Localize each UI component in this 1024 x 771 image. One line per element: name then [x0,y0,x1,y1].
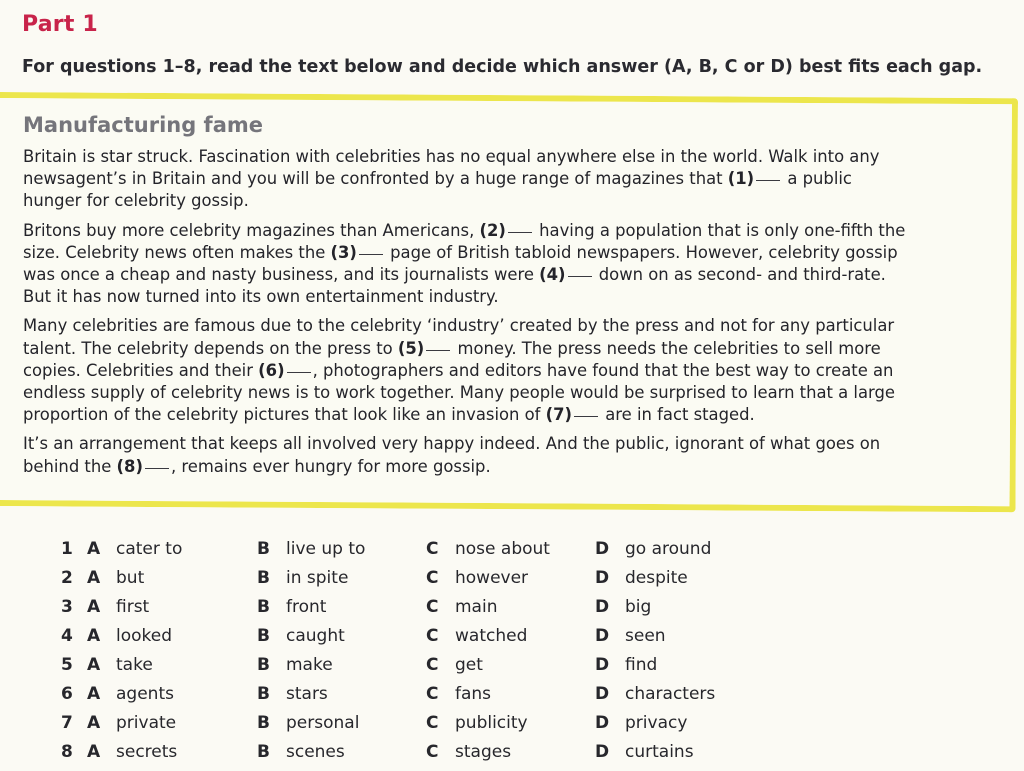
option-text[interactable]: front [286,597,327,617]
passage-text: copies. Celebrities and their [23,360,259,380]
passage [23,146,923,485]
passage-text: hunger for celebrity gossip. [23,191,249,211]
option-text[interactable]: looked [116,626,173,646]
question-number: 5 [61,655,73,675]
paragraph [23,220,923,309]
option-text[interactable]: cater to [116,539,183,559]
passage-text: , photographers and editors have found that the best way to create an [312,360,894,380]
question-row [0,568,1024,597]
option-text[interactable]: find [625,655,658,675]
passage-text: proportion of the celebrity pictures that look like an invasion of [23,405,546,425]
option-letter[interactable]: C [426,626,439,646]
gap-blank[interactable] [574,416,598,417]
option-text[interactable]: main [455,597,498,617]
option-text[interactable]: publicity [455,713,528,733]
question-number: 2 [61,568,73,588]
option-letter[interactable]: C [426,713,439,733]
passage-line [23,220,923,242]
gap-number: (2) [479,220,506,240]
passage-text: Many celebrities are famous due to the celebrity ‘industry’ created by the press and not for any particular [23,316,895,336]
option-letter[interactable]: D [595,626,610,646]
gap-blank[interactable] [145,468,169,469]
passage-line [23,338,923,360]
passage-text: down on as second- and third-rate. [593,265,886,285]
option-letter[interactable]: B [257,655,270,675]
question-row [0,684,1024,713]
option-text[interactable]: scenes [286,742,345,762]
option-letter[interactable]: D [595,684,610,704]
passage-text: page of British tabloid newspapers. However, celebrity gossip [384,242,898,262]
passage-text: a public [782,169,852,189]
option-text[interactable]: in spite [286,568,349,588]
passage-text: size. Celebrity news often makes the [23,242,331,262]
passage-line [23,382,923,404]
option-letter[interactable]: B [257,713,270,733]
option-letter[interactable]: B [257,742,270,762]
option-letter[interactable]: B [257,597,270,617]
option-letter[interactable]: B [257,684,270,704]
gap-number: (5) [397,338,425,358]
gap-number: (7) [545,405,573,425]
gap-number: (4) [539,265,566,285]
question-row [0,713,1024,742]
paragraph [23,433,923,477]
option-letter[interactable]: A [87,539,101,559]
option-letter[interactable]: A [87,568,101,588]
option-letter[interactable]: D [595,655,610,675]
option-letter[interactable]: B [257,568,270,588]
option-letter[interactable]: C [426,597,439,617]
option-letter[interactable]: C [426,684,439,704]
question-number: 3 [61,597,73,617]
passage-line [23,286,923,308]
option-text[interactable]: live up to [286,539,366,559]
passage-line [23,190,923,212]
option-letter[interactable]: C [426,539,439,559]
option-text[interactable]: privacy [625,713,688,733]
option-letter[interactable]: A [87,597,101,617]
passage-text: Britain is star struck. Fascination with celebrities has no equal anywhere else in the world. Walk into any [23,147,880,166]
option-text[interactable]: despite [625,568,688,588]
passage-text: It’s an arrangement that keeps all involved very happy indeed. And the public, ignorant of what goes on [23,434,881,454]
passage-text: was once a cheap and nasty business, and its journalists were [23,265,540,285]
option-text[interactable]: go around [625,539,712,559]
option-text[interactable]: stages [455,742,512,762]
gap-blank[interactable] [287,372,311,373]
option-text[interactable]: characters [625,684,716,704]
option-letter[interactable]: D [595,597,610,617]
passage-line [23,242,923,264]
question-number: 8 [61,742,73,762]
passage-text: having a population that is only one-fifth the [533,220,906,240]
paragraph [23,146,923,213]
option-text[interactable]: secrets [116,742,178,762]
question-row [0,597,1024,626]
passage-line [23,168,923,190]
question-number: 6 [61,684,73,704]
text-heading: Manufacturing fame [23,113,263,137]
passage-line [23,456,923,478]
passage-line [23,360,923,382]
gap-blank[interactable] [756,180,780,181]
gap-blank[interactable] [508,232,532,233]
option-text[interactable]: fans [455,684,492,704]
option-letter[interactable]: A [87,655,101,675]
passage-text: newsagent’s in Britain and you will be confronted by a huge range of magazines that [23,169,728,189]
option-text[interactable]: agents [116,684,174,704]
passage-text: behind the [23,456,117,476]
passage-text: are in fact staged. [600,405,755,425]
option-text[interactable]: personal [286,713,360,733]
passage-line [23,315,923,337]
question-row [0,655,1024,684]
passage-line [23,433,923,455]
question-number: 7 [61,713,73,733]
gap-number: (8) [116,456,143,476]
option-text[interactable]: stars [286,684,328,704]
question-number: 1 [61,539,73,559]
answer-options [0,539,1024,771]
option-letter[interactable]: D [595,568,610,588]
gap-blank[interactable] [359,254,383,255]
option-letter[interactable]: D [595,539,610,559]
passage-line [23,146,923,168]
gap-number: (3) [330,242,357,262]
gap-blank[interactable] [568,276,592,277]
option-text[interactable]: watched [455,626,528,646]
option-text[interactable]: get [455,655,483,675]
option-letter[interactable]: C [426,742,439,762]
passage-text: But it has now turned into its own entertainment industry. [23,287,499,307]
option-text[interactable]: caught [286,626,345,646]
option-text[interactable]: private [116,713,177,733]
gap-blank[interactable] [426,350,450,351]
gap-number: (6) [258,360,285,380]
option-text[interactable]: make [286,655,333,675]
option-text[interactable]: seen [625,626,666,646]
option-letter[interactable]: A [87,742,101,762]
option-letter[interactable]: D [595,742,610,762]
option-text[interactable]: curtains [625,742,694,762]
option-letter[interactable]: C [426,568,439,588]
question-number: 4 [61,626,73,646]
option-letter[interactable]: A [87,713,101,733]
option-text[interactable]: however [455,568,529,588]
option-text[interactable]: nose about [455,539,550,559]
option-text[interactable]: take [116,655,153,675]
passage-text: Britons buy more celebrity magazines than Americans, [23,220,480,240]
question-row [0,539,1024,568]
passage-line [23,264,923,286]
passage-text: , remains ever hungry for more gossip. [170,456,491,476]
option-letter[interactable]: A [87,684,101,704]
paragraph [23,315,923,426]
option-letter[interactable]: D [595,713,610,733]
option-letter[interactable]: A [87,626,101,646]
gap-number: (1) [727,169,755,189]
part-title: Part 1 [22,12,98,37]
option-letter[interactable]: B [257,626,270,646]
option-text[interactable]: but [116,568,145,588]
instructions: For questions 1–8, read the text below and decide which answer (A, B, C or D) best fits each gap. [22,57,983,77]
passage-line [23,404,923,426]
option-letter[interactable]: C [426,655,439,675]
option-letter[interactable]: B [257,539,270,559]
question-row [0,626,1024,655]
passage-text: money. The press needs the celebrities to sell more [452,338,881,358]
passage-text: talent. The celebrity depends on the press to [23,338,398,358]
option-text[interactable]: first [116,597,150,617]
option-text[interactable]: big [625,597,652,617]
passage-text: endless supply of celebrity news is to work together. Many people would be surprised to learn that a large [23,383,895,403]
